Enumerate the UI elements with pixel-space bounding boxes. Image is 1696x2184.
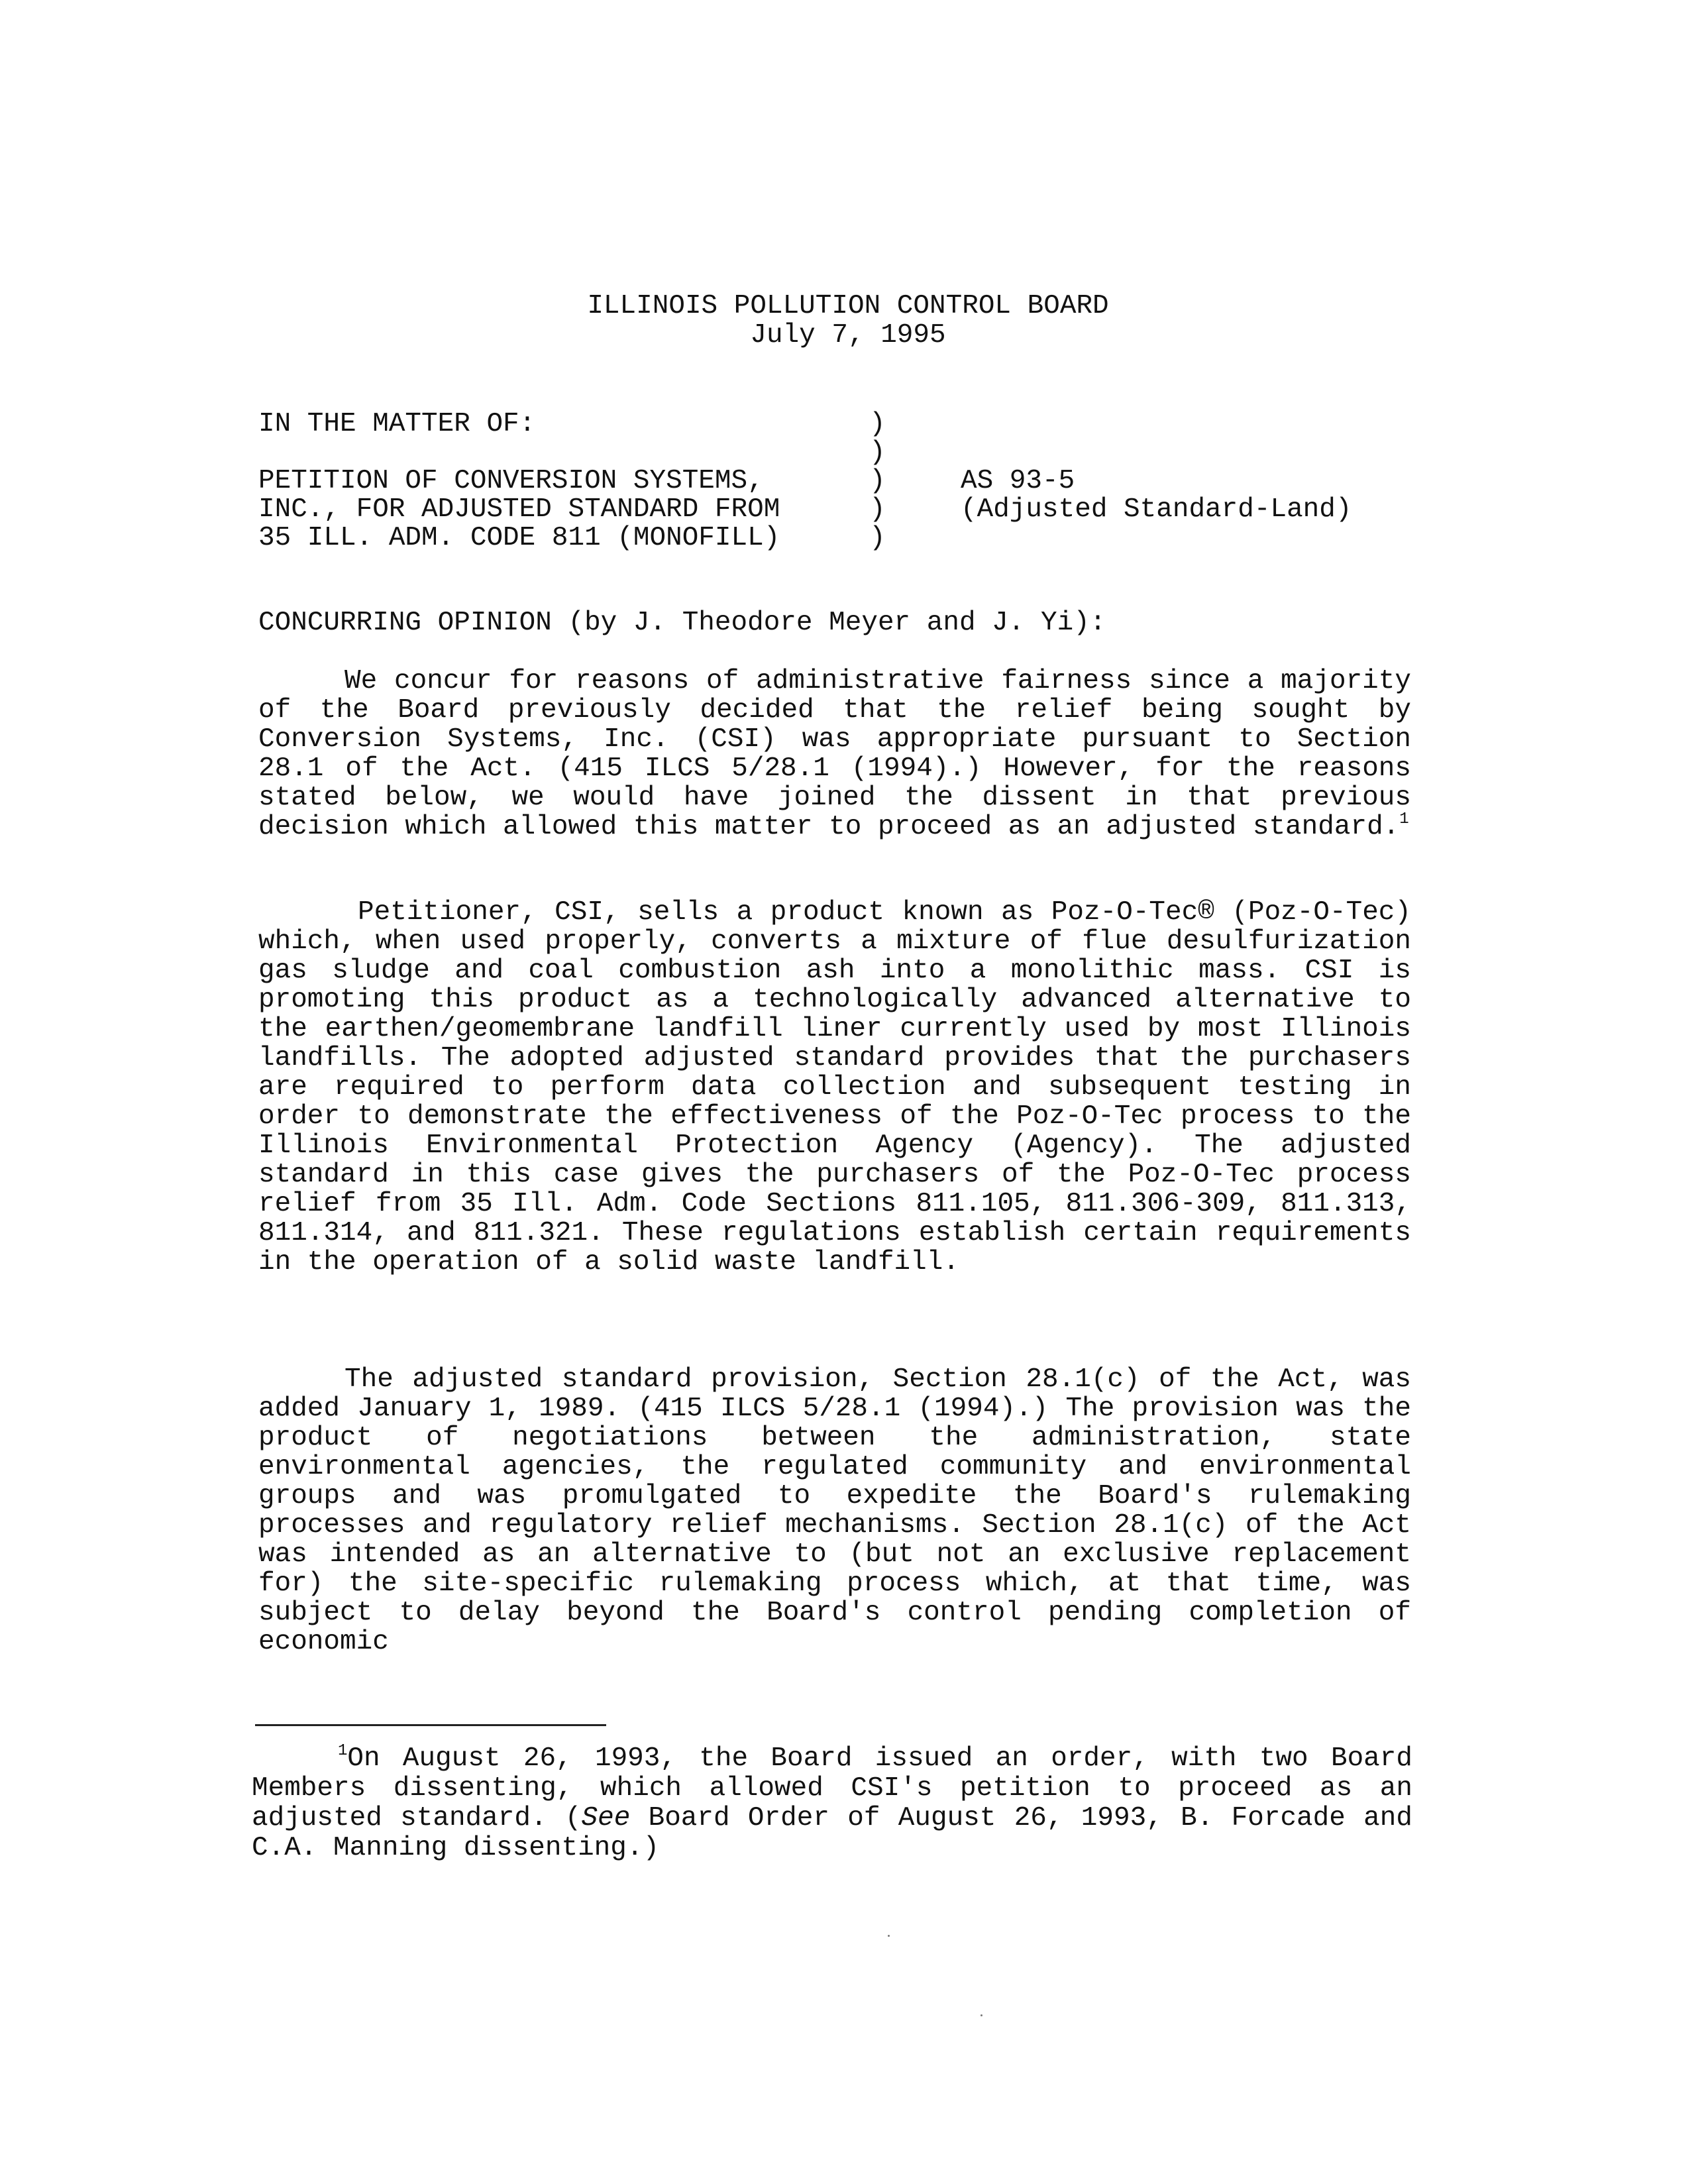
footnote-see: See xyxy=(581,1803,631,1833)
caption-paren: ) xyxy=(869,409,886,439)
board-title: ILLINOIS POLLUTION CONTROL BOARD xyxy=(587,291,1109,321)
paragraph-1-text: We concur for reasons of administrative fairness since a majority of the Board previously decided that the relief being sought by Conversion Systems, Inc. (CSI) was appropriate pursuant to Section 28.1 of the Act. (415 ILCS 5/28.1 (1994).) However, for the reasons stated below, we would have joined the dissent in that previous decision which allowed this matter to proceed as an adjusted standard. xyxy=(258,666,1411,842)
caption-paren: ) xyxy=(869,523,886,553)
petition-line-3: 35 ILL. ADM. CODE 811 (MONOFILL) xyxy=(258,523,780,553)
footnote-text-after: Board Order of August 26, 1993, B. Forcade and C.A. Manning dissenting.) xyxy=(252,1803,1412,1863)
caption-paren: ) xyxy=(869,437,886,468)
footnote-divider xyxy=(255,1724,606,1726)
petition-line-1: PETITION OF CONVERSION SYSTEMS, xyxy=(258,466,764,496)
caption-paren: ) xyxy=(869,466,886,496)
footnote-mark: 1 xyxy=(338,1742,348,1760)
footnote-reference: 1 xyxy=(1399,810,1409,828)
caption-paren: ) xyxy=(869,494,886,525)
paragraph-2 xyxy=(258,898,1411,1277)
document-date: July 7, 1995 xyxy=(750,320,946,351)
paragraph-3 xyxy=(258,1365,1411,1657)
paragraph-1 xyxy=(258,667,1411,842)
footnote xyxy=(252,1744,1412,1863)
paragraph-3-text: The adjusted standard provision, Section 28.1(c) of the Act, was added January 1, 1989. (415 ILCS 5/28.1 (1994).) The provision was the product of negotiations between the administration, state environmental agencies, the regulated community and environmental groups and was promulgated to expedite the Board's rulemaking processes and regulatory relief mechanisms. Section 28.1(c) of the Act was intended as an alternative to (but not an exclusive replacement for) the site-specific rulemaking process which, at that time, was subject to delay beyond the Board's control pending completion of economic xyxy=(258,1364,1411,1657)
case-number: AS 93-5 xyxy=(961,466,1075,496)
paragraph-2-text: Petitioner, CSI, sells a product known as Poz-O-Tec® (Poz-O-Tec) which, when used properly, converts a mixture of flue desulfurization gas sludge and coal combustion ash into a monolithic mass. CSI is promoting this product as a technologically advanced alternative to the earthen/geomembrane landfill liner currently used by most Illinois landfills. The adopted adjusted standard provides that the purchasers are required to perform data collection and subsequent testing in order to demonstrate the effectiveness of the Poz-O-Tec process to the Illinois Environmental Protection Agency (Agency). The adjusted standard in this case gives the purchasers of the Poz-O-Tec process relief from 35 Ill. Adm. Code Sections 811.105, 811.306-309, 811.313, 811.314, and 811.321. These regulations establish certain requirements in the operation of a solid waste landfill. xyxy=(258,897,1411,1278)
case-type: (Adjusted Standard-Land) xyxy=(961,494,1352,525)
petition-line-2: INC., FOR ADJUSTED STANDARD FROM xyxy=(258,494,780,525)
footnote-text-before: On August 26, 1993, the Board issued an order, with two Board Members dissenting, which allowed CSI's petition to proceed as an adjusted standard. ( xyxy=(252,1743,1412,1833)
scan-speck xyxy=(980,2014,982,2016)
opinion-title: CONCURRING OPINION (by J. Theodore Meyer and J. Yi): xyxy=(258,608,1106,638)
scan-speck xyxy=(888,1935,890,1937)
in-the-matter-of: IN THE MATTER OF: xyxy=(258,409,536,439)
